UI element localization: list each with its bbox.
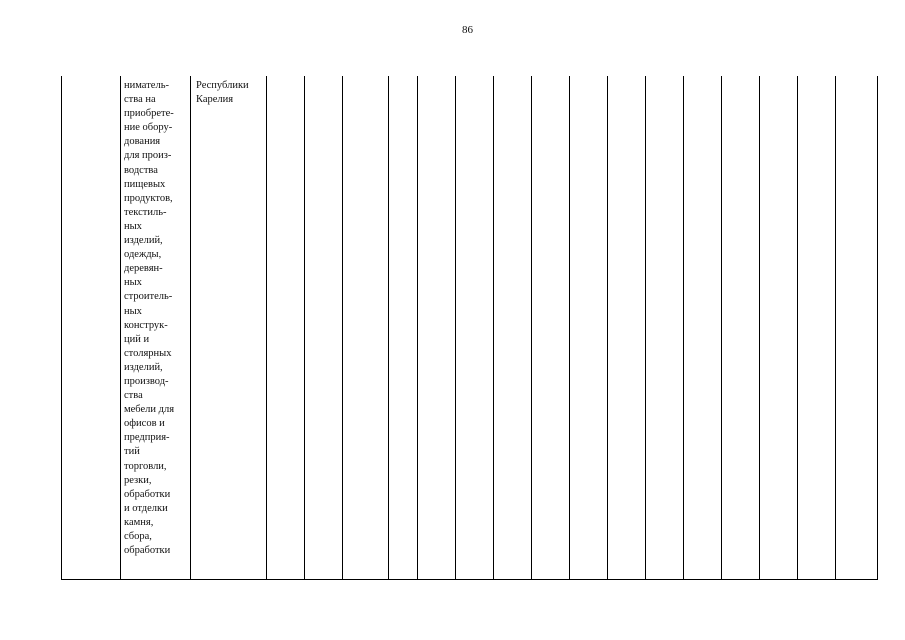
column-divider (266, 76, 267, 579)
column-divider (120, 76, 121, 579)
column-divider (531, 76, 532, 579)
column-divider (342, 76, 343, 579)
column-divider (721, 76, 722, 579)
page-number: 86 (462, 24, 473, 36)
column-divider (877, 76, 878, 579)
column-divider (835, 76, 836, 579)
column-divider (417, 76, 418, 579)
column-divider (61, 76, 62, 579)
column-divider (493, 76, 494, 579)
column-divider (388, 76, 389, 579)
column-divider (645, 76, 646, 579)
column-divider (797, 76, 798, 579)
column-divider (683, 76, 684, 579)
description-cell: ниматель- ства на приобрете- ние обору- дования для произ- водства пищевых продуктов, текстиль- ных изделий, одежды, деревян- ных строитель- ных конструк- ций и столярных изделий, производ- ства мебели для офисов и предприя- тий торговли, резки, обработки и отделки камня, сбора, обработки (124, 80, 175, 557)
column-divider (455, 76, 456, 579)
column-divider (607, 76, 608, 579)
column-divider (569, 76, 570, 579)
column-divider (759, 76, 760, 579)
region-cell: Республики Карелия (196, 80, 249, 106)
column-divider (190, 76, 191, 579)
column-divider (304, 76, 305, 579)
data-table (61, 76, 878, 580)
